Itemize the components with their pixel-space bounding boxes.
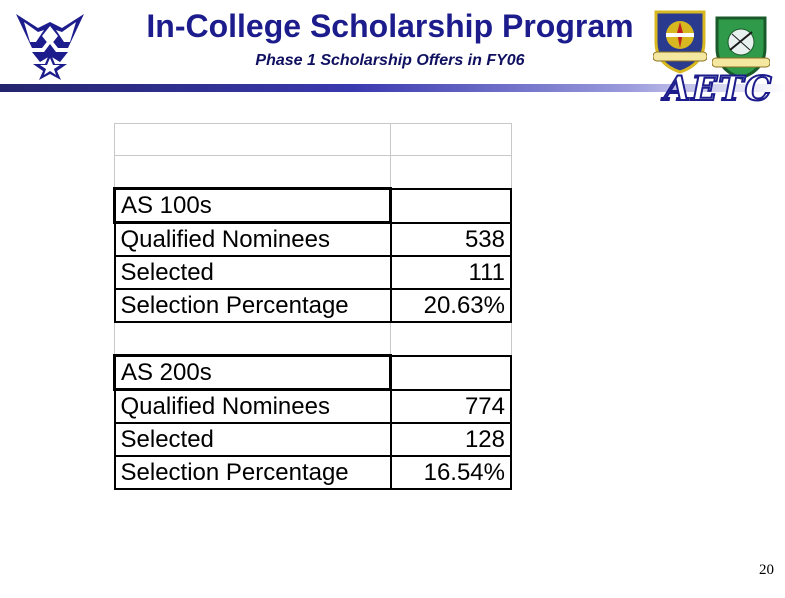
row-label: Selected	[115, 423, 391, 456]
air-force-logo-icon	[14, 8, 86, 80]
row-value: 128	[391, 423, 512, 456]
row-label: Selected	[115, 256, 391, 289]
page-subtitle: Phase 1 Scholarship Offers in FY06	[255, 52, 525, 69]
row-value: 774	[391, 390, 512, 424]
row-value: 111	[391, 256, 512, 289]
table-row	[115, 256, 512, 289]
table-row	[115, 423, 512, 456]
row-label: Selection Percentage	[115, 456, 391, 489]
section-heading: AS 100s	[115, 189, 391, 223]
scholarship-table	[113, 123, 512, 490]
section-heading-row	[115, 356, 512, 390]
table-row	[115, 223, 512, 257]
row-label: Qualified Nominees	[115, 223, 391, 257]
row-label: Qualified Nominees	[115, 390, 391, 424]
table-row	[115, 124, 512, 156]
table-row	[115, 456, 512, 489]
row-value: 16.54%	[391, 456, 512, 489]
table-row	[115, 390, 512, 424]
row-value: 538	[391, 223, 512, 257]
page-number: 20	[759, 562, 774, 578]
aetc-shield-icon	[653, 8, 707, 74]
aetc-logo-text: AETC	[664, 69, 773, 109]
page-title: In-College Scholarship Program	[146, 8, 634, 44]
table-row	[115, 156, 512, 189]
table-row	[115, 289, 512, 322]
section-heading: AS 200s	[115, 356, 391, 390]
section-heading-row	[115, 189, 512, 223]
table-row	[115, 322, 512, 356]
row-value: 20.63%	[391, 289, 512, 322]
row-label: Selection Percentage	[115, 289, 391, 322]
